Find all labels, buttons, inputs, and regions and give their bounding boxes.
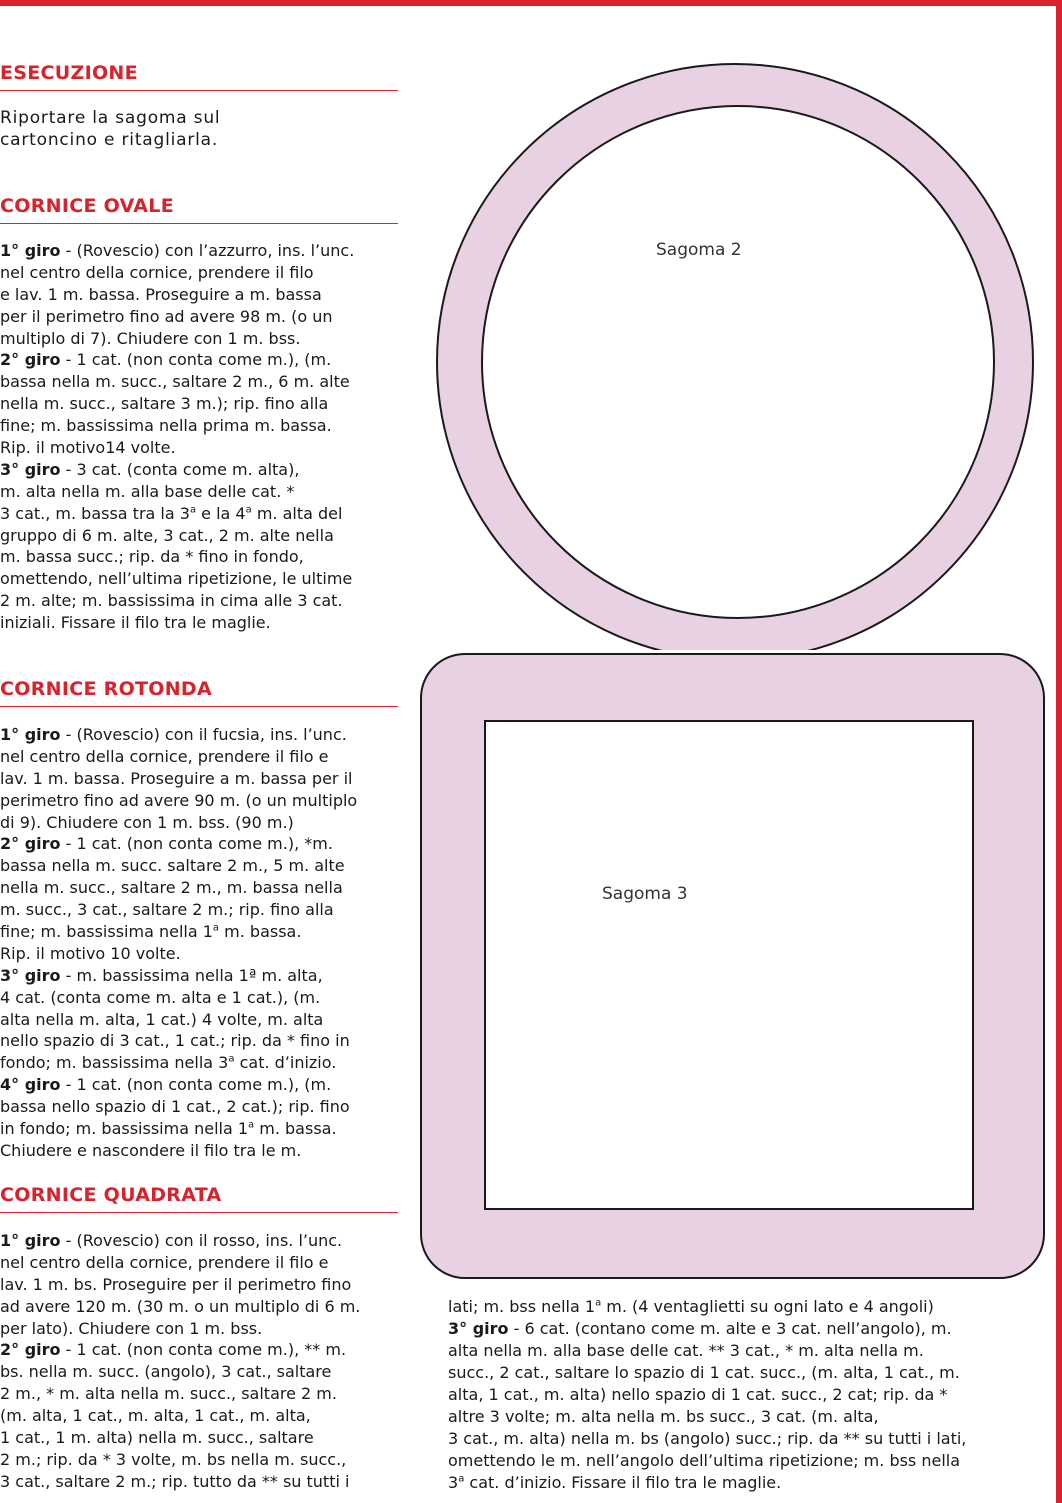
text-line: m. bassa succ.; rip. da * fino in fondo, (0, 547, 304, 567)
text-line: alta, 1 cat., m. alta) nello spazio di 1 cat. succ., 2 cat; rip. da * (448, 1385, 948, 1404)
text-line: 1 cat., 1 m. alta) nella m. succ., saltare (0, 1428, 314, 1448)
text-line: bs. nella m. succ. (angolo), 3 cat., saltare (0, 1362, 332, 1382)
text-segment: fine; m. bassissima nella 1 (0, 922, 213, 942)
text-segment: 3 (448, 1473, 459, 1492)
text-segment: fondo; m. bassissima nella 3 (0, 1053, 229, 1073)
text-line: ad avere 120 m. (30 m. o un multiplo di 6 m. (0, 1296, 361, 1316)
page-border-right (1056, 0, 1062, 1503)
round-label: 1° giro (0, 725, 61, 744)
text-line: nel centro della cornice, prendere il filo e (0, 1252, 329, 1272)
text-segment: m. (4 ventaglietti su ogni lato e 4 angoli) (601, 1297, 934, 1316)
sagoma-2-inner-circle (482, 106, 994, 618)
text-line: per il perimetro fino ad avere 98 m. (o un (0, 306, 333, 326)
round-label: 1° giro (0, 1231, 61, 1250)
round-text: - 1 cat. (non conta come m.), *m. (60, 834, 333, 854)
round-label: 3° giro (448, 1319, 509, 1338)
text-line: altre 3 volte; m. alta nella m. bs succ., 3 cat. (m. alta, (448, 1407, 879, 1426)
text-line (0, 833, 400, 855)
round-label: 2° giro (0, 834, 61, 854)
section-title-esecuzione: ESECUZIONE (0, 62, 398, 91)
text-line: 2 m.; rip. da * 3 volte, m. bs nella m. succ., (0, 1449, 347, 1469)
text-line: Rip. il motivo14 volte. (0, 438, 176, 458)
text-line: 4 cat. (conta come m. alta e 1 cat.), (m. (0, 987, 321, 1007)
text-line: bassa nella m. succ. saltare 2 m., 5 m. alte (0, 856, 345, 876)
text-line (0, 503, 400, 525)
text-line: lav. 1 m. bs. Proseguire per il perimetro fino (0, 1274, 352, 1294)
text-line: nella m. succ., saltare 2 m., m. bassa nella (0, 878, 343, 898)
round-text: - 1 cat. (non conta come m.), (m. (60, 350, 332, 370)
ordinal-superscript: a (212, 922, 220, 934)
text-segment: 3 cat., m. bassa tra la 3 (0, 503, 190, 523)
section-body-cornice-ovale (0, 240, 400, 634)
text-line: bassa nella m. succ., saltare 2 m., 6 m. alte (0, 372, 350, 392)
text-line: iniziali. Fissare il filo tra le maglie. (0, 613, 271, 633)
text-line (0, 349, 400, 371)
round-label: 4° giro (0, 1075, 61, 1095)
round-text: - (Rovescio) con l’azzurro, ins. l’unc. (60, 241, 355, 260)
text-line (448, 1296, 1048, 1318)
ordinal-superscript: a (595, 1297, 602, 1309)
text-line: omettendo, nell’ultima ripetizione, le ultime (0, 569, 353, 589)
round-label: 2° giro (0, 1340, 61, 1360)
text-line: alta nella m. alta, 1 cat.) 4 volte, m. alta (0, 1009, 324, 1029)
sagoma-2-label: Sagoma 2 (656, 240, 742, 260)
ordinal-superscript: a (458, 1473, 465, 1485)
text-line: bassa nello spazio di 1 cat., 2 cat.); rip. fino (0, 1097, 350, 1117)
round-label: 3° giro (0, 965, 61, 985)
section-title-cornice-rotonda: CORNICE ROTONDA (0, 678, 398, 707)
text-line (0, 240, 400, 262)
text-line (0, 921, 400, 943)
text-line (0, 459, 400, 481)
text-line: 2 m. alte; m. bassissima in cima alle 3 cat. (0, 591, 343, 611)
ordinal-superscript: a (245, 504, 252, 516)
text-line (0, 1118, 400, 1140)
text-line: e lav. 1 m. bassa. Proseguire a m. bassa (0, 284, 322, 304)
text-line: fine; m. bassissima nella prima m. bassa. (0, 416, 332, 436)
text-line (448, 1472, 1048, 1494)
instructions-column (0, 0, 400, 1503)
section-body-cornice-quadrata (0, 1230, 400, 1493)
text-line: gruppo di 6 m. alte, 3 cat., 2 m. alte nella (0, 525, 334, 545)
round-text: - 3 cat. (conta come m. alta), (60, 459, 300, 479)
text-line (0, 1339, 400, 1361)
round-text: - 1 cat. (non conta come m.), (m. (60, 1075, 332, 1095)
ordinal-superscript: a (248, 1119, 255, 1131)
text-line: alta nella m. alla base delle cat. ** 3 cat., * m. alta nella m. (448, 1341, 924, 1360)
section-body-esecuzione (0, 108, 400, 152)
text-segment: m. bassa. (219, 922, 302, 942)
text-line (0, 1052, 400, 1074)
text-line (0, 1074, 400, 1096)
text-segment: cat. d’inizio. (234, 1053, 337, 1073)
text-line: Chiudere e nascondere il filo tra le m. (0, 1140, 302, 1160)
text-line: succ., 2 cat., saltare lo spazio di 1 cat. succ., (m. alta, 1 cat., m. (448, 1363, 960, 1382)
section-title-cornice-ovale: CORNICE OVALE (0, 195, 398, 224)
text-line: nel centro della cornice, prendere il filo (0, 262, 314, 282)
text-line: m. succ., 3 cat., saltare 2 m.; rip. fino alla (0, 900, 334, 920)
text-line: 2 m., * m. alta nella m. succ., saltare 2 m. (0, 1384, 337, 1404)
text-line: multiplo di 7). Chiudere con 1 m. bss. (0, 328, 301, 348)
round-label: 2° giro (0, 350, 61, 370)
text-line (448, 1318, 1048, 1340)
round-text: - 6 cat. (contano come m. alte e 3 cat. nell’angolo), m. (508, 1319, 952, 1338)
text-segment: m. alta del (251, 503, 343, 523)
text-line: lav. 1 m. bassa. Proseguire a m. bassa per il (0, 768, 353, 788)
text-line: omettendo le m. nell’angolo dell’ultima ripetizione; m. bss nella (448, 1451, 961, 1470)
round-text: - (Rovescio) con il rosso, ins. l’unc. (60, 1231, 343, 1250)
round-text: - (Rovescio) con il fucsia, ins. l’unc. (60, 725, 347, 744)
round-text: - 1 cat. (non conta come m.), ** m. (60, 1340, 347, 1360)
text-line: m. alta nella m. alla base delle cat. * (0, 481, 295, 501)
text-line (0, 965, 400, 987)
text-line: di 9). Chiudere con 1 m. bss. (90 m.) (0, 812, 294, 832)
sagoma-3-label: Sagoma 3 (602, 884, 688, 904)
text-segment: in fondo; m. bassissima nella 1 (0, 1119, 249, 1139)
section-title-cornice-quadrata: CORNICE QUADRATA (0, 1184, 398, 1213)
text-line: 3 cat., m. alta) nella m. bs (angolo) succ.; rip. da ** su tutti i lati, (448, 1429, 967, 1448)
text-line (0, 1230, 400, 1252)
sagoma-3-inner-rect (485, 721, 973, 1209)
text-line: perimetro fino ad avere 90 m. (o un multiplo (0, 790, 358, 810)
text-segment: m. bassa. (254, 1119, 337, 1139)
round-text: - m. bassissima nella 1ª m. alta, (60, 965, 323, 985)
sagoma-2-ring (415, 20, 1055, 650)
section-body-cornice-rotonda (0, 724, 400, 1162)
text-segment: lati; m. bss nella 1 (448, 1297, 596, 1316)
round-label: 3° giro (0, 459, 61, 479)
ordinal-superscript: a (228, 1054, 235, 1066)
text-segment: cat. d’inizio. Fissare il filo tra le maglie. (464, 1473, 782, 1492)
text-line: cartoncino e ritagliarla. (0, 129, 219, 150)
continuation-text (448, 1296, 1048, 1494)
text-line: Riportare la sagoma sul (0, 108, 221, 128)
text-line (0, 724, 400, 746)
text-line: nello spazio di 3 cat., 1 cat.; rip. da * fino in (0, 1031, 350, 1051)
text-line: per lato). Chiudere con 1 m. bss. (0, 1318, 263, 1338)
text-segment: e la 4 (196, 503, 246, 523)
text-line: (m. alta, 1 cat., m. alta, 1 cat., m. alta, (0, 1406, 311, 1426)
sagoma-3-frame (418, 651, 1050, 1283)
text-line: nella m. succ., saltare 3 m.); rip. fino alla (0, 394, 329, 414)
ordinal-superscript: a (189, 504, 197, 516)
text-line: 3 cat., saltare 2 m.; rip. tutto da ** su tutti i (0, 1471, 350, 1491)
round-label: 1° giro (0, 241, 61, 260)
text-line: nel centro della cornice, prendere il filo e (0, 746, 329, 766)
text-line: Rip. il motivo 10 volte. (0, 943, 181, 963)
